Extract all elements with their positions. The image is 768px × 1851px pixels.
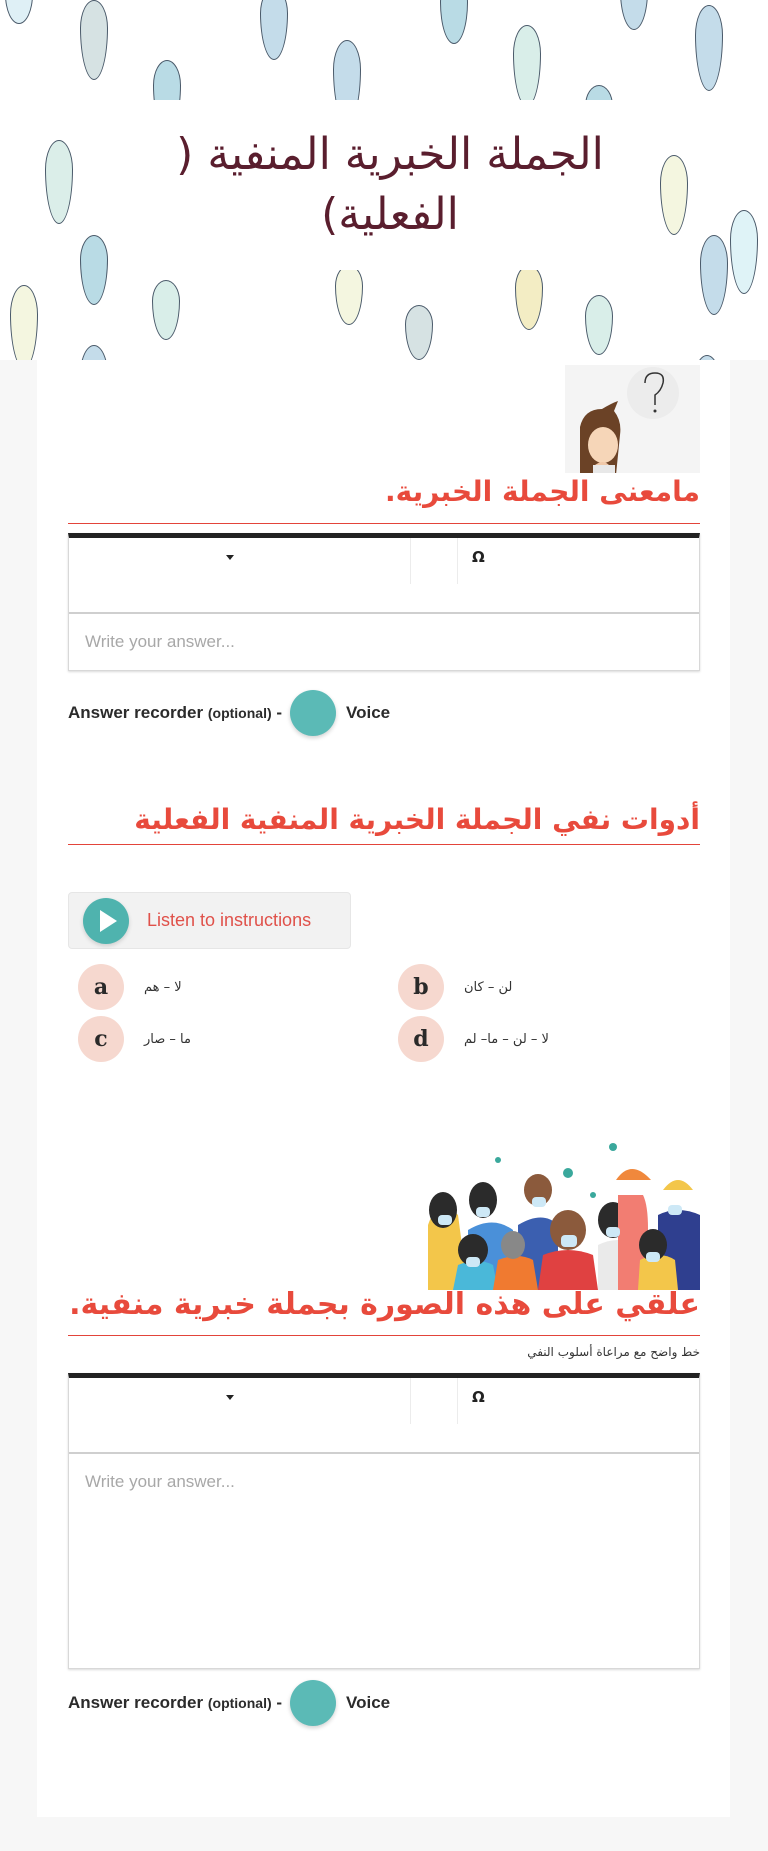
option-letter-badge: c <box>78 1016 124 1062</box>
header-banner <box>0 0 768 360</box>
answer-input[interactable]: Write your answer... <box>85 632 235 651</box>
thinking-person-illustration <box>565 365 700 473</box>
answer-input[interactable]: Write your answer... <box>85 1472 235 1491</box>
raindrop-decoration <box>45 140 73 224</box>
crowd-masks-illustration <box>428 1135 700 1290</box>
option-text: لا – هم <box>144 979 182 995</box>
raindrop-decoration <box>80 235 108 305</box>
raindrop-decoration <box>10 285 38 360</box>
raindrop-decoration <box>695 5 723 91</box>
raindrop-decoration <box>5 0 33 24</box>
raindrop-decoration <box>660 155 688 235</box>
option-letter-badge: b <box>398 964 444 1010</box>
recorder-dash: - <box>276 1693 283 1712</box>
voice-label: Voice <box>346 703 391 722</box>
caret-down-icon[interactable] <box>226 1395 234 1400</box>
recorder-label <box>68 703 282 723</box>
toolbar-divider <box>457 1378 458 1424</box>
recorder-label-text: Answer recorder <box>68 703 204 722</box>
title-box <box>120 100 660 270</box>
raindrop-decoration <box>730 210 758 294</box>
caret-down-icon[interactable] <box>226 555 234 560</box>
special-character-icon[interactable]: Ω <box>472 1388 485 1406</box>
raindrop-decoration <box>80 0 108 80</box>
record-voice-button[interactable] <box>290 1680 336 1726</box>
record-voice-button[interactable] <box>290 690 336 736</box>
answer-recorder <box>68 690 390 736</box>
raindrop-decoration <box>620 0 648 30</box>
recorder-optional: (optional) <box>207 1695 272 1711</box>
toolbar-divider <box>457 538 458 584</box>
title-separator <box>68 844 700 845</box>
raindrop-decoration <box>513 25 541 107</box>
raindrop-decoration <box>405 305 433 360</box>
option-text: ما – صار <box>144 1031 191 1047</box>
question-2-title: أدوات نفي الجملة الخبرية المنفية الفعلية <box>134 803 700 836</box>
thinking-person-image <box>565 365 700 473</box>
option-a[interactable] <box>68 964 380 1010</box>
listen-instructions-button[interactable] <box>68 892 351 949</box>
toolbar-divider <box>410 1378 411 1424</box>
answer-options <box>68 964 700 1062</box>
option-text: لا – لن – ما– لم <box>464 1031 549 1047</box>
answer-editor[interactable] <box>68 533 700 671</box>
question-1-title: مامعنى الجملة الخبرية. <box>385 475 700 508</box>
raindrop-decoration <box>585 295 613 355</box>
page-title-line-1: الجملة الخبرية المنفية ( <box>176 129 604 180</box>
option-letter-badge: a <box>78 964 124 1010</box>
play-icon <box>83 898 129 944</box>
option-c[interactable] <box>68 1016 380 1062</box>
recorder-label <box>68 1693 282 1713</box>
page-title-line-2: الفعلية) <box>321 189 459 240</box>
page-title <box>176 125 604 245</box>
voice-label: Voice <box>346 1693 391 1712</box>
raindrop-decoration <box>515 265 543 330</box>
title-separator <box>68 523 700 524</box>
raindrop-decoration <box>440 0 468 44</box>
special-character-icon[interactable]: Ω <box>472 548 485 566</box>
answer-editor[interactable] <box>68 1373 700 1669</box>
raindrop-decoration <box>700 235 728 315</box>
raindrop-decoration <box>335 265 363 325</box>
question-3-description: خط واضح مع مراعاة أسلوب النفي <box>527 1345 700 1359</box>
recorder-label-text: Answer recorder <box>68 1693 204 1712</box>
crowd-masks-image <box>428 1135 700 1290</box>
recorder-dash: - <box>276 703 283 722</box>
title-separator <box>68 1335 700 1336</box>
worksheet-card <box>37 360 730 1817</box>
recorder-optional: (optional) <box>207 705 272 721</box>
question-3-title: علقي على هذه الصورة بجملة خبرية منفية. <box>69 1287 700 1322</box>
raindrop-decoration <box>260 0 288 60</box>
raindrop-decoration <box>152 280 180 340</box>
editor-toolbar <box>69 1378 699 1454</box>
raindrop-decoration <box>80 345 108 360</box>
option-d[interactable] <box>388 1016 700 1062</box>
option-b[interactable] <box>388 964 700 1010</box>
option-letter-badge: d <box>398 1016 444 1062</box>
answer-recorder <box>68 1680 390 1726</box>
listen-label: Listen to instructions <box>147 910 312 930</box>
option-text: لن – كان <box>464 979 513 995</box>
toolbar-divider <box>410 538 411 584</box>
editor-toolbar <box>69 538 699 614</box>
